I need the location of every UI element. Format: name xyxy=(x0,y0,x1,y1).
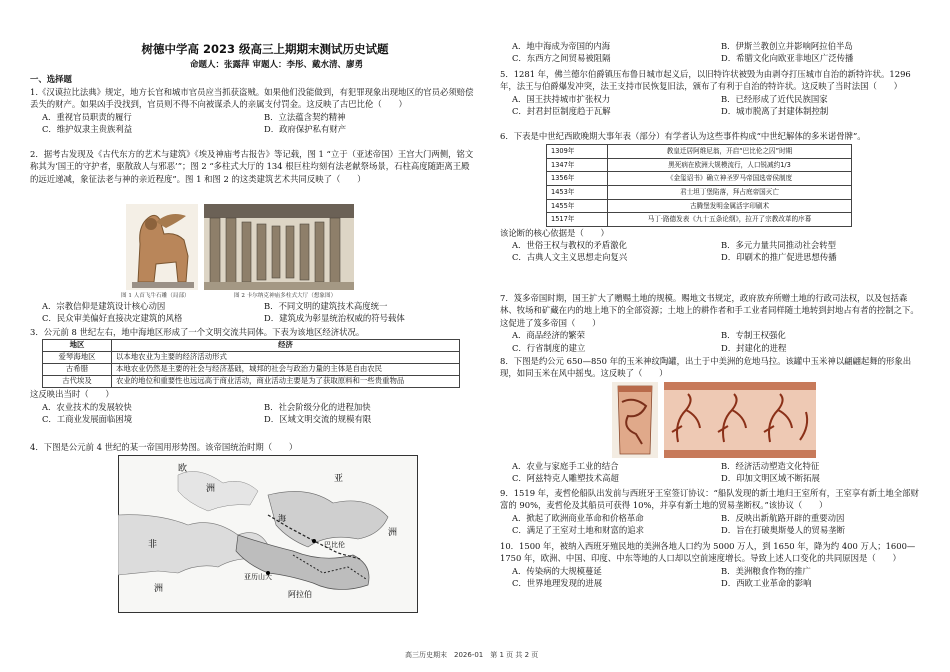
option[interactable]: B．多元力量共同推动社会转型 xyxy=(721,239,837,250)
question-9 xyxy=(500,487,920,537)
question-6-tail: 该论断的核心依据是（ ） xyxy=(500,227,609,238)
table-cell: 1356年 xyxy=(547,172,608,186)
map-label: 欧 xyxy=(178,464,188,474)
option[interactable]: C．东西方之间贸易被阻隔 xyxy=(512,53,611,64)
option[interactable]: B．不同文明的建筑技术高度统一 xyxy=(264,301,388,311)
option[interactable]: C．世界地理发现的进展 xyxy=(512,578,603,589)
image-1-caption: 图 1 人首飞牛石雕（局部） xyxy=(121,293,190,299)
question-2-options xyxy=(30,300,476,325)
question-4-stem: 4．下图是公元前 4 世纪的某一帝国用形势图。该帝国统治时期（ ） xyxy=(30,442,298,452)
map-label: 巴比伦 xyxy=(324,541,345,549)
question-5 xyxy=(500,68,920,118)
option[interactable]: B．已经形成了近代民族国家 xyxy=(721,93,828,104)
table-cell: 1347年 xyxy=(547,158,608,172)
option[interactable]: C．工商业发展面临困境 xyxy=(42,414,133,425)
vase-image-1 xyxy=(612,382,658,458)
option[interactable]: B．伊斯兰教创立并影响阿拉伯半岛 xyxy=(721,41,853,51)
question-6 xyxy=(500,130,920,264)
map-label: 洲 xyxy=(388,528,398,538)
table-cell: 黑死病在欧洲大规模流行，人口锐减约1/3 xyxy=(608,158,852,172)
table-cell: 君士坦丁堡陷落，拜占庭帝国灭亡 xyxy=(608,185,852,199)
option[interactable]: D．政府保护私有财产 xyxy=(264,124,347,135)
option[interactable]: B．经济活动塑造文化特征 xyxy=(721,461,820,471)
timeline-table xyxy=(546,144,852,226)
option[interactable]: C．满足了王室对土地和财富的追求 xyxy=(512,525,645,536)
question-2 xyxy=(30,148,476,185)
question-3-stem: 3．公元前 8 世纪左右，地中海地区形成了一个文明交流共同体。下表为该地区经济状况。 xyxy=(30,327,365,337)
map-label: 亚 xyxy=(334,474,344,484)
option[interactable]: D．西欧工业革命的影响 xyxy=(721,578,812,589)
map-label: 非 xyxy=(148,540,158,550)
table-row xyxy=(43,364,460,376)
option[interactable]: A．世俗王权与教权的矛盾激化 xyxy=(512,239,627,250)
table-row xyxy=(547,213,852,227)
table-cell: 1453年 xyxy=(547,185,608,199)
option[interactable]: D．建筑成为彰显统治权威的符号载体 xyxy=(264,313,405,324)
question-10 xyxy=(500,540,920,590)
table-cell: 古代埃及 xyxy=(43,376,112,388)
table-cell: 1309年 xyxy=(547,145,608,159)
table-row xyxy=(43,352,460,364)
question-8-stem: 8．下图是约公元 650—850 年的玉米神纹陶罐，出土于中美洲的危地马拉。该罐中玉米神以翩翩起舞的形象出现，如同玉米在风中摇曳。这反映了（ ） xyxy=(500,356,912,379)
map-label: 阿拉伯 xyxy=(288,590,312,599)
table-header: 地区 xyxy=(43,340,112,352)
table-cell: 本地农业仍然是主要的社会与经济基础，城邦的社会与政治力量的主体是自由农民 xyxy=(112,364,460,376)
option[interactable]: A．重视官员职责的履行 xyxy=(42,111,132,122)
table-row xyxy=(43,376,460,388)
table-row xyxy=(547,158,852,172)
option[interactable]: D．旨在打破奥斯曼人的贸易垄断 xyxy=(721,525,845,536)
question-7-stem: 7．笈多帝国时期，国王扩大了赠赐土地的规模。赐地文书规定，政府放弃所赠土地的行政司法权，以及包括森林、牧场和矿藏在内的地上地下的全部资源；土地上的耕作者和手工业者同样随土地转到封地占有者的控制之下。这促进了笈多帝国（ ） xyxy=(500,293,919,328)
table-cell: 古腾堡发明金属活字印刷术 xyxy=(608,199,852,213)
table-cell: 教皇迁居阿维尼翁，开启“巴比伦之囚”时期 xyxy=(608,145,852,159)
option[interactable]: A．商品经济的繁荣 xyxy=(512,330,586,341)
option[interactable]: C．古典人文主义思想走向复兴 xyxy=(512,252,628,263)
table-cell: 以本地农业为主要的经济活动形式 xyxy=(112,352,460,364)
map-label: 洲 xyxy=(206,484,216,494)
question-4 xyxy=(30,441,476,453)
option[interactable]: B．美洲粮食作物的推广 xyxy=(721,565,811,576)
option[interactable]: B．社会阶级分化的进程加快 xyxy=(264,401,371,412)
question-5-stem: 5．1281 年，佛兰德尔伯爵镇压布鲁日城市起义后，以旧特许状被毁为由剥夺打压城市自治的新特许状。1296 年，法王与伯爵爆发冲突，法王支持市民恢复旧法，颁布了有利于自治的特许状。这反映了当时法国（ ） xyxy=(500,69,911,92)
option[interactable]: B．专制王权强化 xyxy=(721,330,786,341)
lamassu-image xyxy=(126,204,198,290)
question-1-stem: 1.《汉谟拉比法典》规定，地方长官和城市官员应当抓获盗贼。如果他们没能做到，有犯罪现象出现地区的官员必须赔偿丢失的财产。如果凶手没找到，官员则不得不向被谋杀人的亲属支付罚金。这反映了古巴比伦（ ） xyxy=(30,87,474,110)
option[interactable]: A．宗教信仰是建筑设计核心动因 xyxy=(42,301,166,311)
option[interactable]: D．印刷术的推广促进思想传播 xyxy=(721,252,837,263)
option[interactable]: C．维护奴隶主贵族利益 xyxy=(42,124,133,135)
question-1-options xyxy=(30,111,476,136)
option[interactable]: A．掀起了欧洲商业革命和价格革命 xyxy=(512,512,644,523)
option[interactable]: C．行省制度的建立 xyxy=(512,342,586,353)
option[interactable]: A．农业技术的发展较快 xyxy=(42,401,132,412)
option[interactable]: A．国王扶持城市扩张权力 xyxy=(512,93,611,104)
table-cell: 《金玺诏书》确立神圣罗马帝国选帝侯制度 xyxy=(608,172,852,186)
option[interactable]: D．城市脱离了封建体制控制 xyxy=(721,106,829,117)
option[interactable]: C．阿兹特克人雕塑技术高超 xyxy=(512,473,619,484)
option[interactable]: D．封建化的进程 xyxy=(721,342,787,353)
table-row xyxy=(547,185,852,199)
image-2-caption: 图 2 卡尔纳克神庙多柱式大厅（想象图） xyxy=(234,293,337,299)
table-cell: 马丁·路德发表《九十五条论纲》，拉开了宗教改革的序幕 xyxy=(608,213,852,227)
option[interactable]: C．民众审美偏好直接决定建筑的风格 xyxy=(42,313,183,324)
question-7 xyxy=(500,292,920,354)
question-4-options xyxy=(500,40,920,65)
question-2-stem: 2．据考古发现及《古代东方的艺术与建筑》《埃及神庙考古报告》等记载，图 1 “立于（亚述帝国）王宫大门两侧，铭文称其为‘国王的守护者，驱散敌人与邪恶’”；图 2 “多柱式大厅的 134 根巨柱均刻有法老献祭场景，石柱高度随距离王殿的远近递减，象征法老与神的亲近程度”。图 1 和图 2 的这类建筑艺术共同反映了（ ） xyxy=(30,149,474,184)
question-9-stem: 9．1519 年，麦哲伦船队出发前与西班牙王室签订协议：“船队发现的新土地归王室所有，王室享有新土地全部财富的 90%，麦哲伦及其船员可获得 10%，并享有新土地的贸易垄断权。”该协议（ ） xyxy=(500,488,919,511)
table-header: 经济 xyxy=(112,340,460,352)
page-footer: 高三历史期末 2026-01 第 1 页 共 2 页 xyxy=(405,651,539,659)
temple-hall-image xyxy=(204,204,354,290)
option[interactable]: B．反映出新航路开辟的重要动因 xyxy=(721,512,845,523)
question-6-stem: 6．下表是中世纪西欧晚期大事年表（部分）有学者认为这些事件构成“中世纪解体的多米诺骨牌”。 xyxy=(500,131,866,141)
economy-table xyxy=(42,339,460,388)
table-row xyxy=(547,199,852,213)
table-cell: 1455年 xyxy=(547,199,608,213)
map-label: 海 xyxy=(278,514,286,523)
table-cell: 爱琴海地区 xyxy=(43,352,112,364)
vase-image-2 xyxy=(664,382,816,458)
empire-map xyxy=(118,455,418,613)
option[interactable]: A．传染病的大规模蔓延 xyxy=(512,565,602,576)
option[interactable]: A．农业与家庭手工业的结合 xyxy=(512,461,619,471)
table-cell: 农业的地位和重要性也远远高于商业活动，商业活动主要是为了获取原料和一些贵重物品 xyxy=(112,376,460,388)
question-3 xyxy=(30,326,476,426)
exam-title: 树德中学高 2023 级高三上期期末测试历史试题 xyxy=(141,42,389,56)
map-label: 亚历山大 xyxy=(244,573,272,581)
option[interactable]: D．区域文明交流的规模有限 xyxy=(264,414,372,425)
question-10-stem: 10．1500 年，被纳入西班牙殖民地的美洲各地人口约为 5000 万人，到 1650 年，降为约 400 万人；1600—1750 年，欧洲、中国、印度、中东等地的人口却以空前速度增长。导致上述人口变化的共同原因是（ ） xyxy=(500,541,916,564)
table-cell: 1517年 xyxy=(547,213,608,227)
table-row xyxy=(547,145,852,159)
table-cell: 古希腊 xyxy=(43,364,112,376)
table-row xyxy=(547,172,852,186)
question-8 xyxy=(500,355,920,380)
map-label: 洲 xyxy=(154,584,164,594)
exam-authors: 命题人：张露萍 审题人：李彤、戴水清、廖勇 xyxy=(190,60,363,70)
question-1 xyxy=(30,86,476,136)
option[interactable]: C．封君封臣制度趋于瓦解 xyxy=(512,106,611,117)
option[interactable]: A．地中海成为帝国的内海 xyxy=(512,41,611,51)
option[interactable]: D．希腊文化向欧亚非地区广泛传播 xyxy=(721,53,854,64)
question-3-tail: 这反映出当时（ ） xyxy=(30,389,114,400)
option[interactable]: B．立法蕴含契约精神 xyxy=(264,111,346,122)
option[interactable]: D．印加文明区域不断拓展 xyxy=(721,473,820,484)
question-8-options xyxy=(500,460,920,485)
section-heading: 一、选择题 xyxy=(30,74,72,84)
